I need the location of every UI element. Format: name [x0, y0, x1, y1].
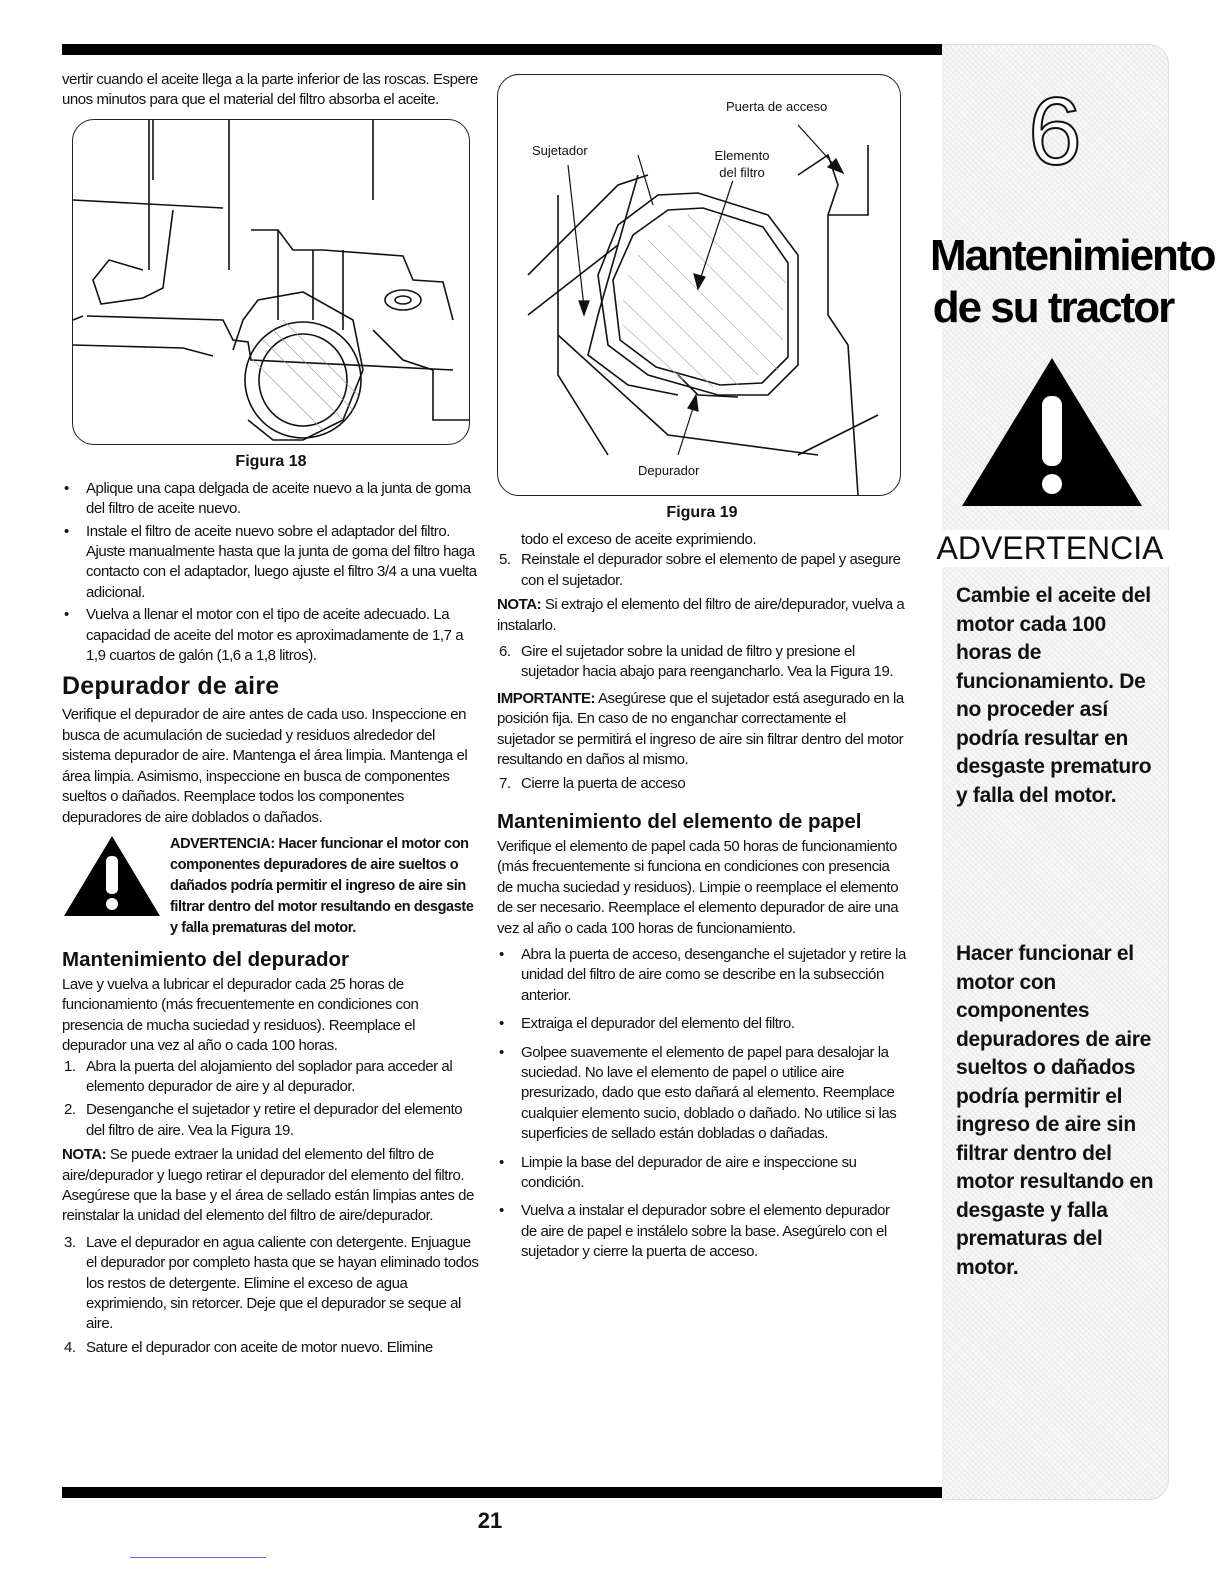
- continued-step-text: todo el exceso de aceite exprimiendo.: [521, 531, 757, 548]
- heading-depurador-de-aire: Depurador de aire: [62, 672, 280, 701]
- chapter-number: 6: [1028, 78, 1082, 185]
- middle-column: [497, 70, 907, 1265]
- list-item: 2. Desenganche el sujetador y retire el depurador del elemento del filtro de aire. Vea la Figura 19.: [64, 1101, 463, 1139]
- steps-list-b: [62, 1233, 480, 1358]
- step-5-list: [497, 550, 907, 591]
- intro-paragraph: vertir cuando el aceite llega a la parte inferior de las roscas. Espere unos minutos para que el material del filtro absorba el aceite.: [62, 71, 478, 109]
- heading-mantenimiento-elemento-papel: Mantenimiento del elemento de papel: [497, 809, 862, 833]
- sidebar-warning-air-cleaner: Hacer funcionar el motor con componentes depuradores de aire sueltos o dañados podría permitir el ingreso de aire sin filtrar dentro del motor resultando en desgaste y falla prematuras del motor.: [956, 942, 1154, 1279]
- figure-19: [497, 74, 901, 496]
- oil-filter-bullets: [62, 479, 480, 667]
- list-item: • Golpee suavemente el elemento de papel para desalojar la suciedad. No lave el elemento de papel o utilice aire presurizado, dado que esto dañará al elemento. Reemplace cualquier elemento sucio, doblado o dañado. No utilice si las superficies de sellado están dobladas o dañadas.: [497, 1043, 907, 1145]
- list-item: • Abra la puerta de acceso, desenganche el sujetador y retire la unidad del filtro de aire como se describe en la subsección anterior.: [497, 945, 907, 1006]
- papel-bullets: [497, 945, 907, 1263]
- sidebar-warning-triangle-icon: [960, 356, 1144, 515]
- nota-paragraph: NOTA: Se puede extraer la unidad del elemento del filtro de aire/depurador y luego retirar el depurador del elemento del filtro. Asegúrese que la base y el área de sellado están limpias antes de reinstalar la unidad del elemento del filtro de aire/depurador.: [62, 1146, 474, 1225]
- list-item: 7. Cierre la puerta de acceso: [499, 775, 686, 793]
- air-cleaner-illustration: [498, 75, 900, 495]
- list-item: • Instale el filtro de aceite nuevo sobre el adaptador del filtro. Ajuste manualmente hasta que la junta de goma del filtro haga contacto con el adaptador, luego ajuste el filtro 3/4 a una vuelta adicional.: [62, 522, 480, 604]
- nota-paragraph: NOTA: Si extrajo el elemento del filtro de aire/depurador, vuelva a instalarlo.: [497, 596, 905, 634]
- list-item: 4. Sature el depurador con aceite de motor nuevo. Elimine: [64, 1338, 433, 1356]
- list-item: • Limpie la base del depurador de aire e inspeccione su condición.: [497, 1153, 907, 1194]
- steps-list-a: [62, 1057, 480, 1142]
- warning-triangle-icon: [62, 834, 170, 939]
- importante-paragraph: IMPORTANTE: Asegúrese que el sujetador está asegurado en la posición fija. En caso de no enganchar correctamente el sujetador se permitirá el ingreso de aire sin filtrar dentro del motor resultando en daños al mismo.: [497, 689, 904, 769]
- label-elemento-del-filtro: Elemento del filtro: [706, 147, 778, 181]
- sidebar-warning-heading: ADVERTENCIA: [930, 530, 1170, 567]
- mantenimiento-paragraph: Lave y vuelva a lubricar el depurador cada 25 horas de funcionamiento (más frecuentemente en condiciones con presencia de mucha suciedad y residuos). Reemplace el depurador una vez al año o cada 100 horas.: [62, 975, 419, 1055]
- page-number: 21: [477, 1508, 503, 1533]
- heading-mantenimiento-depurador: Mantenimiento del depurador: [62, 947, 350, 971]
- list-item: 1. Abra la puerta del alojamiento del soplador para acceder al elemento depurador de aire y al depurador.: [64, 1057, 453, 1095]
- chapter-title-line-2: de su tractor: [932, 283, 1174, 332]
- warning-block: [62, 834, 480, 939]
- label-depurador: Depurador: [638, 463, 700, 478]
- list-item: • Vuelva a instalar el depurador sobre el elemento depurador de aire de papel e instálelo sobre la base. Asegúrelo con el sujetador y cierre la puerta de acceso.: [497, 1201, 907, 1262]
- figure-19-caption: Figura 19: [666, 504, 738, 521]
- papel-paragraph: Verifique el elemento de papel cada 50 horas de funcionamiento (más frecuentemente si funciona en condiciones con presencia de mucha suciedad y residuos). Limpie o reemplace el elemento de ser necesario. Reemplace el elemento depurador de aire una vez al año o cada 100 horas de funcionamiento.: [497, 837, 899, 937]
- oil-filter-illustration: [73, 120, 469, 444]
- figure-18: [72, 119, 470, 445]
- list-item: 3. Lave el depurador en agua caliente con detergente. Enjuague el depurador por completo hasta que se hayan eliminado todos los restos de detergente. Elimine el exceso de agua exprimiendo, sin retorcer. Deje que el depurador se seque al aire.: [64, 1233, 479, 1333]
- left-column: [62, 70, 480, 1361]
- list-item: • Extraiga el depurador del elemento del filtro.: [497, 1014, 907, 1034]
- sidebar-warning-oil: Cambie el aceite del motor cada 100 horas de funcionamiento. De no proceder así podría resultar en desgaste prematuro y falla del motor.: [956, 584, 1152, 807]
- footer-line: [130, 1557, 266, 1558]
- chapter-title: [930, 230, 1215, 334]
- step-6-list: [497, 642, 907, 683]
- top-rule: [62, 44, 942, 55]
- label-puerta-de-acceso: Puerta de acceso: [726, 99, 828, 114]
- list-item: 6. Gire el sujetador sobre la unidad de filtro y presione el sujetador hacia abajo para reengancharlo. Vea la Figura 19.: [499, 643, 894, 681]
- list-item: • Aplique una capa delgada de aceite nuevo a la junta de goma del filtro de aceite nuevo.: [62, 479, 480, 520]
- chapter-title-line-1: Mantenimiento: [930, 231, 1215, 280]
- label-sujetador: Sujetador: [532, 143, 588, 158]
- step-7-list: [497, 774, 907, 794]
- warning-text: ADVERTENCIA: Hacer funcionar el motor con componentes depuradores de aire sueltos o dañados podría permitir el ingreso de aire sin filtrar dentro del motor resultando en desgaste y falla prematuras del motor.: [170, 835, 474, 936]
- list-item: • Vuelva a llenar el motor con el tipo de aceite adecuado. La capacidad de aceite del motor es aproximadamente de 1,7 a 1,9 cuartos de galón (1,6 a 1,8 litros).: [62, 605, 480, 666]
- list-item: 5. Reinstale el depurador sobre el elemento de papel y asegure con el sujetador.: [499, 551, 901, 589]
- figure-18-caption: Figura 18: [235, 452, 307, 470]
- depurador-paragraph: Verifique el depurador de aire antes de cada uso. Inspeccione en busca de acumulación de suciedad y residuos alrededor del sistema depurador de aire. Mantenga el área limpia. Mantenga el área limpia. Asimismo, inspeccione en busca de componentes sueltos o dañados. Reemplace todos los componentes depuradores de aire doblados o dañados.: [62, 706, 468, 826]
- bottom-rule: [62, 1487, 942, 1498]
